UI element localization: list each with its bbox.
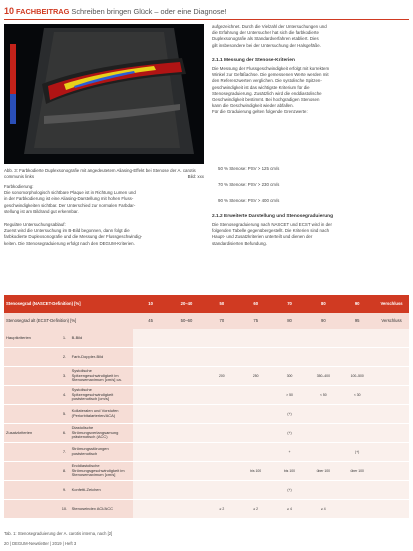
page-number: 10 <box>4 6 15 16</box>
section-label: FACHBEITRAG <box>16 6 70 16</box>
criterion-number: 9. <box>59 481 69 500</box>
text-line: die Erfahrung der Untersucher hat sich die farbkodierte <box>212 30 319 36</box>
criterion-value: bis 100 <box>239 462 273 481</box>
criterion-value <box>168 329 205 348</box>
criterion-value <box>168 405 205 424</box>
text-line: kann die Geschwindigkeit wieder abfallen. <box>212 103 294 109</box>
criterion-label: Systolische Spitzengeschwindigkeit poststenotisch [cm/s] <box>70 386 134 405</box>
criterion-value: über 100 <box>340 462 374 481</box>
criterion-value: (+) <box>273 405 307 424</box>
criterion-value: 100–500 <box>340 367 374 386</box>
header-cell: 70 <box>273 295 307 313</box>
text-line: Haupt- und Zusatzkriterien unterteilt und dienen der <box>212 234 313 240</box>
text-line: in der Farbkodierung ist eine Aliasing-Darstellung mit hohen Fluss- <box>4 196 134 202</box>
text-line: Zuerst wird die Untersuchung im B-Bild begonnen, dann folgt die <box>4 228 130 234</box>
criterion-value <box>273 348 307 367</box>
criterion-label: Strömungsstörungen poststenotisch <box>70 443 134 462</box>
criterion-value: 200 <box>205 367 239 386</box>
criterion-value <box>374 481 409 500</box>
criterion-number: 8. <box>59 462 69 481</box>
criterion-value <box>168 367 205 386</box>
criterion-value: < 50 <box>306 386 340 405</box>
header-cell: 60 <box>239 295 273 313</box>
page-title: Schreiben bringen Glück – oder eine Diagnose! <box>71 6 227 16</box>
criterion-value <box>133 367 168 386</box>
criterion-value <box>205 462 239 481</box>
criterion-value <box>168 500 205 519</box>
text-line: Die Messung der Flussgeschwindigkeit erfolgt mit korrektem <box>212 66 330 71</box>
figure-caption <box>4 168 204 180</box>
table-row <box>4 424 409 443</box>
criterion-value: ≥ 4 <box>273 500 307 519</box>
right-intro <box>212 24 409 49</box>
text-line: standardisierten Befundung. <box>212 240 267 246</box>
criterion-group <box>4 500 59 519</box>
criterion-value <box>306 405 340 424</box>
criterion-value: 300 <box>273 367 307 386</box>
criterion-label: B-Bild <box>70 329 134 348</box>
criterion-value <box>340 424 374 443</box>
text-line: Winkel zur Gefäßachse. Die gemessenen Werte werden mit <box>212 72 329 78</box>
criterion-value <box>133 462 168 481</box>
section-heading-2-1-2: 2.1.2 Erweiterte Darstellung und Stenosegraduierung <box>212 214 334 219</box>
text-line: Die sonomorphologisch sichtbare Plaque ist in Richtung Lumen und <box>4 190 136 196</box>
criterion-value <box>133 405 168 424</box>
stenosis-table <box>4 295 409 519</box>
criterion-label: Farb-Doppler-Bild <box>70 348 134 367</box>
header-cell: 10 <box>133 295 168 313</box>
criterion-value <box>168 348 205 367</box>
criterion-value <box>205 329 239 348</box>
criterion-group <box>4 367 59 386</box>
criterion-value <box>374 424 409 443</box>
table-row <box>4 481 409 500</box>
text-line: Für die Graduierung gelten folgende Grenzwerte: <box>212 109 308 115</box>
criterion-value <box>168 481 205 500</box>
subheader-cell: 45 <box>133 313 168 329</box>
text-line: Geschwindigkeit bestimmt. Bei hochgradigen Stenosen <box>212 97 320 103</box>
criterion-value <box>374 386 409 405</box>
criterion-value <box>306 348 340 367</box>
header-cell: Stenosegrad (NASCET-Definition) [%] <box>4 295 133 313</box>
criterion-value <box>239 443 273 462</box>
criterion-value <box>374 405 409 424</box>
text-line: Stenosegraduierung. Zusätzlich wird die enddiastolische <box>212 90 322 96</box>
criterion-value <box>239 424 273 443</box>
criterion-value <box>273 329 307 348</box>
text-line: stellung ist am Bildrand gut erkennbar. <box>4 208 79 214</box>
criterion-value <box>306 424 340 443</box>
criterion-group: Zusatzkriterien <box>4 424 59 443</box>
criterion-value <box>340 481 374 500</box>
criterion-label: Diastolische Strömungsverlangsamung prästenotisch (ACC) <box>70 424 134 443</box>
header-cell: 20–40 <box>168 295 205 313</box>
text-heading: Reguläre Untersuchungsablauf: <box>4 222 66 227</box>
subheader-cell: Stenosegrad alt (ECST-Definition) [%] <box>4 313 133 329</box>
section-heading-2-1-1: 2.1.1 Messung der Stenose-Kriterien <box>212 58 295 63</box>
criterion-value: ≥ 2 <box>239 500 273 519</box>
criterion-number: 10. <box>59 500 69 519</box>
header-rule <box>4 19 409 20</box>
subheader-cell: Verschluss <box>374 313 409 329</box>
subheader-cell: 95 <box>340 313 374 329</box>
text-line: geschwindigkeit ist das wichtigste Kriterium für die <box>212 84 310 90</box>
criterion-group <box>4 481 59 500</box>
criterion-value <box>239 386 273 405</box>
table-row <box>4 405 409 424</box>
criterion-value: < 30 <box>340 386 374 405</box>
criterion-value <box>205 481 239 500</box>
table-row <box>4 386 409 405</box>
text-line: farbkodierte Duplexsonografie und die Messung der Flussgeschwindig- <box>4 234 143 240</box>
criterion-item: 90 % Stenose: PSV > 400 cm/s <box>218 198 280 203</box>
criterion-item: 50 % Stenose: PSV > 125 cm/s <box>218 166 280 171</box>
ultrasound-picture <box>4 24 204 164</box>
table-header-row <box>4 295 409 313</box>
criterion-value <box>205 405 239 424</box>
ultrasound-image <box>4 24 204 164</box>
subheader-cell: 50–60 <box>168 313 205 329</box>
header-cell: 50 <box>205 295 239 313</box>
criterion-value <box>133 500 168 519</box>
criterion-group <box>4 386 59 405</box>
criterion-label: Enddiastolische Strömungsgeschwindigkeit im Stenosemaximum [cm/s] <box>70 462 134 481</box>
criterion-value <box>374 500 409 519</box>
left-paragraph <box>4 184 204 215</box>
criterion-number: 3. <box>59 367 69 386</box>
criterion-value: + <box>273 443 307 462</box>
subheader-cell: 90 <box>306 313 340 329</box>
criterion-number: 4. <box>59 386 69 405</box>
criterion-item: 70 % Stenose: PSV > 230 cm/s <box>218 182 280 187</box>
table-row <box>4 443 409 462</box>
text-line: den Referenzwerten verglichen. Die systolische Spitzen- <box>212 78 322 84</box>
caption-credit: Bild: xxx <box>187 174 204 180</box>
criterion-value <box>239 481 273 500</box>
text-line: geschwindigkeiten sichtbar. Der Unterschied zur normalen Farbdar- <box>4 202 136 208</box>
text-line: Die Stenosegraduierung nach NASCET und ECST wird in der <box>212 222 332 227</box>
criterion-label: Kollateralen und Vorstufen (Periorbitalarterien/ACA) <box>70 405 134 424</box>
criterion-value <box>374 329 409 348</box>
criterion-number: 2. <box>59 348 69 367</box>
text-line: folgenden Tabelle gegenübergestellt. Die Kriterien sind nach <box>212 228 330 234</box>
criterion-value: ≥ 4 <box>306 500 340 519</box>
table-row <box>4 367 409 386</box>
criterion-value <box>340 500 374 519</box>
page-header <box>4 4 227 18</box>
criterion-value <box>306 329 340 348</box>
criterion-number: 5. <box>59 405 69 424</box>
criterion-value <box>168 424 205 443</box>
criterion-value <box>239 348 273 367</box>
subheader-cell: 70 <box>205 313 239 329</box>
criterion-value <box>205 386 239 405</box>
criterion-value <box>306 443 340 462</box>
text-line: aufgezeichnet. Durch die Vielzahl der Untersuchungen und <box>212 24 327 29</box>
criterion-value: (+) <box>273 424 307 443</box>
left-paragraph-2 <box>4 222 204 247</box>
criterion-label: Systolische Spitzengeschwindigkeit im Stenosemaximum [cm/s] ca. <box>70 367 134 386</box>
criterion-value <box>340 329 374 348</box>
criterion-value <box>133 329 168 348</box>
criterion-value <box>340 405 374 424</box>
page-footer: 20 | DEGUM-Newsletter | 2019 | Heft 3 <box>4 541 77 546</box>
criterion-group <box>4 443 59 462</box>
criterion-value <box>374 348 409 367</box>
table-row <box>4 500 409 519</box>
table-row <box>4 348 409 367</box>
criterion-value <box>133 443 168 462</box>
criterion-value: > 50 <box>273 386 307 405</box>
criterion-value <box>168 443 205 462</box>
caption-text: Abb. 3: Farbkodierte Duplexsonografie mit angedeutetem Aliasing-Effekt bei Stenose der A. carotis communis links <box>4 168 196 180</box>
text-line: gilt insbesondere bei der Untersuchung der Halsgefäße. <box>212 42 321 48</box>
header-cell: 90 <box>340 295 374 313</box>
criterion-value <box>239 329 273 348</box>
criterion-value <box>133 424 168 443</box>
criterion-value <box>374 443 409 462</box>
right-paragraph-1 <box>212 66 409 116</box>
criterion-value <box>340 348 374 367</box>
criterion-group <box>4 348 59 367</box>
criterion-number: 6. <box>59 424 69 443</box>
criterion-value <box>205 443 239 462</box>
table-body <box>4 329 409 519</box>
criterion-value <box>239 405 273 424</box>
criterion-value: ≥ 2 <box>205 500 239 519</box>
criterion-value: 250 <box>239 367 273 386</box>
criterion-value <box>374 462 409 481</box>
criterion-value <box>133 481 168 500</box>
criterion-value: (+) <box>273 481 307 500</box>
criterion-value <box>133 348 168 367</box>
right-paragraph-2 <box>212 222 409 247</box>
subheader-cell: 75 <box>239 313 273 329</box>
criterion-value: bis 100 <box>273 462 307 481</box>
criterion-group <box>4 462 59 481</box>
table-subheader-row <box>4 313 409 329</box>
criterion-label: Stenoseindex ACI/ACC <box>70 500 134 519</box>
criterion-value <box>133 386 168 405</box>
text-line: Duplexsonografie als Standardverfahren etabliert. Dies <box>212 36 319 42</box>
criterion-value <box>306 481 340 500</box>
header-cell: Verschluss <box>374 295 409 313</box>
text-line: keiten. Die Stenosegraduierung erfolgt nach den DEGUM-Kriterien. <box>4 240 135 246</box>
table-row <box>4 329 409 348</box>
table-row <box>4 462 409 481</box>
criterion-number: 7. <box>59 443 69 462</box>
criterion-group <box>4 405 59 424</box>
text-line: Farbkodierung: <box>4 184 34 189</box>
header-cell: 80 <box>306 295 340 313</box>
criterion-value <box>374 367 409 386</box>
criterion-value <box>168 386 205 405</box>
criterion-label: Konfetti-Zeichen <box>70 481 134 500</box>
criterion-value: 350–400 <box>306 367 340 386</box>
criterion-value: über 100 <box>306 462 340 481</box>
criterion-group: Hauptkriterien <box>4 329 59 348</box>
criterion-value <box>205 424 239 443</box>
criterion-number: 1. <box>59 329 69 348</box>
table-caption: Tab. 1: Stenosegraduierung der A. carotis interna, nach [2] <box>4 531 113 536</box>
criterion-value <box>168 462 205 481</box>
subheader-cell: 80 <box>273 313 307 329</box>
criterion-value: (+) <box>340 443 374 462</box>
criterion-value <box>205 348 239 367</box>
